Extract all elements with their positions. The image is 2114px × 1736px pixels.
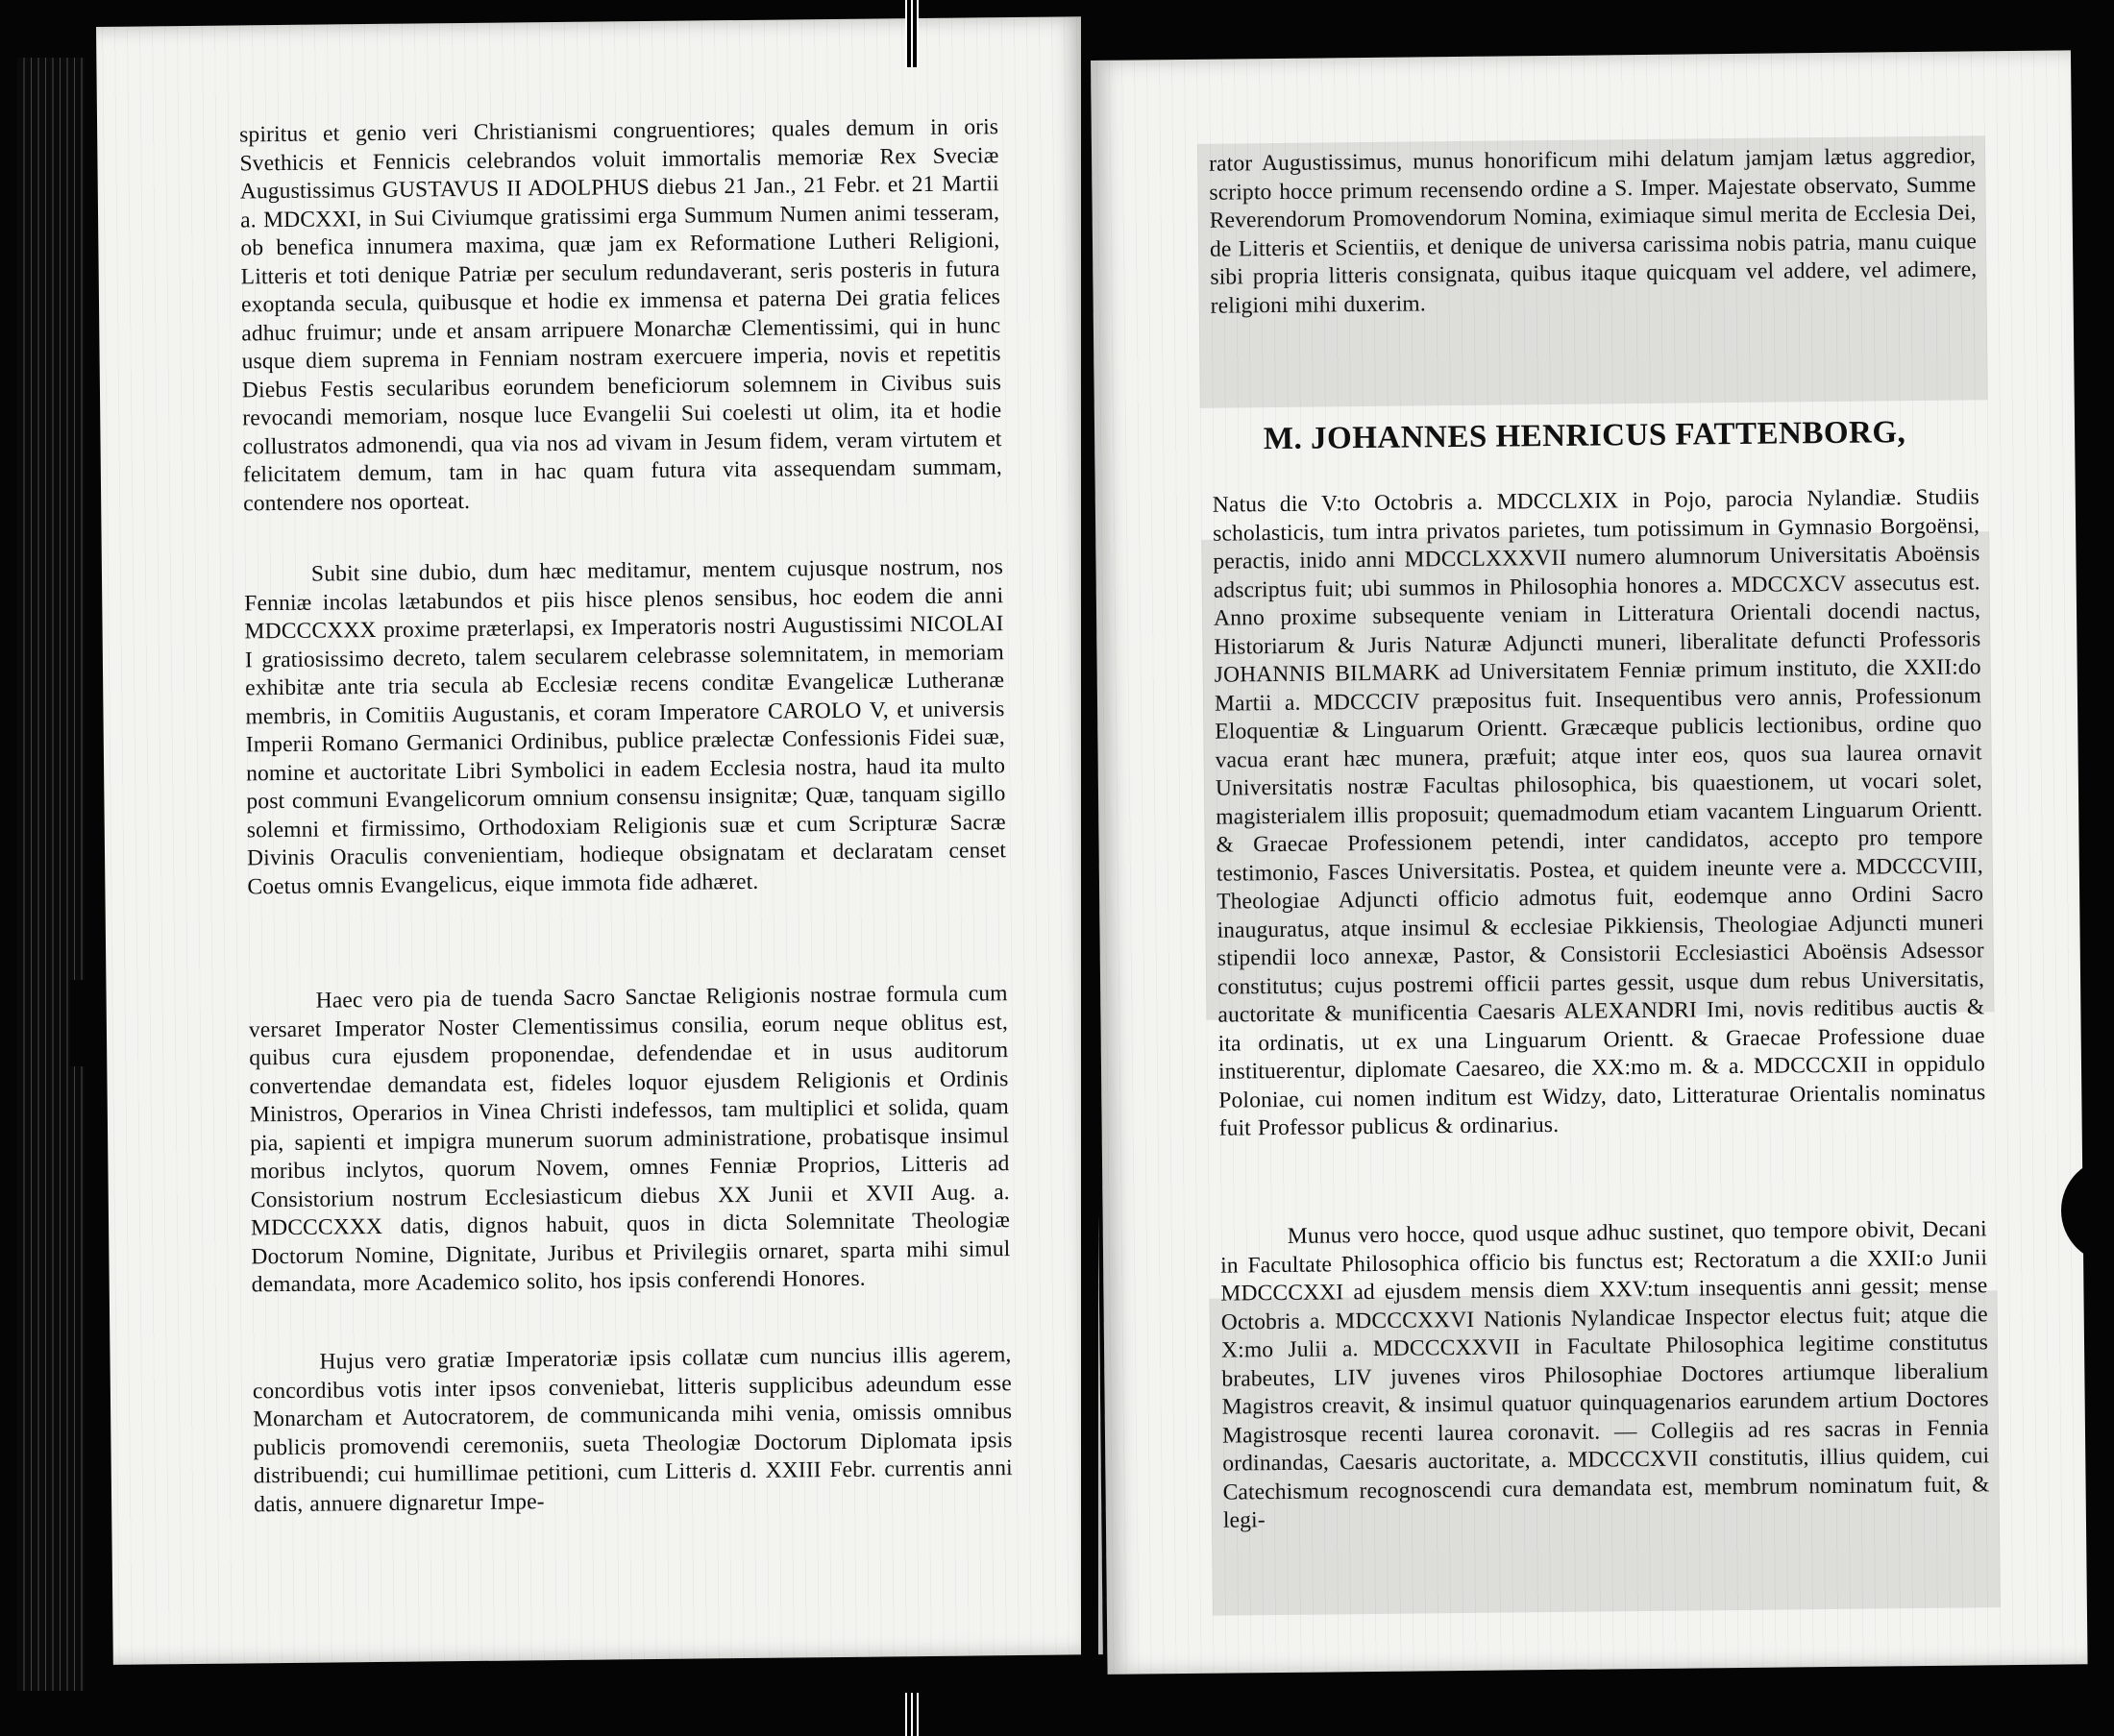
right-paragraph-career-text: Munus vero hocce, quod usque adhuc sustinet, quo tempore obivit, Decani in Facultate Philosophica officio bis functus est; Rectoratum a die XXII:o Junii MDCCCXXI ad ejusdem mensis diem XXV:tum insequentis anni gessit; mense Octobris a. MDCCCXXVI Nationis Nylandicae Inspector electus fuit; atque die X:mo Julii a. MDCCCXXVII in Facultate Philosophica legitime constitutus brabeutes, LIV juvenes viros Philosophiae Doctores artiumque liberalium Magistros creavit, & insimul quatuor quinquagenarios earundem artium Doctores Magistrosque recenti laurea coronavit. — Collegiis ad res sacras in Fennia ordinandas, Caesaris auctoritate, a. MDCCCXVII constitutis, illius quidem, cui Catechismum recognoscendi cura demandata est, membrum nominatum fuit, & legi- (1220, 1216, 1990, 1533)
right-paragraph-intro-text: rator Augustissimus, munus honorificum mihi delatum jamjam lætus aggredior, scripto hocce primum recensendo ordine a S. Imper. Majestate observato, Summe Reverendorum Promovendorum Nomina, eximiaque simul merita de Ecclesia Dei, de Litteris et Scientiis, et denique de universa carissima nobis patria, manu cuique sibi propria litteris consignata, quibus itaque quicquam vel addere, vel adimere, religioni mihi duxerim. (1208, 143, 1978, 319)
right-paragraph-biography (1213, 483, 1986, 1143)
book-binding-edge (17, 58, 85, 1691)
right-paragraph-career (1220, 1215, 1990, 1535)
gutter-marks-top (905, 0, 919, 67)
left-paragraph-1 (239, 113, 1002, 518)
person-heading: M. JOHANNES HENRICUS FATTENBORG, (1263, 415, 1906, 457)
left-paragraph-2-text: Subit sine dubio, dum hæc meditamur, mentem cujusque nostrum, nos Fenniæ incolas lætabundos et piis hisce plenos sensibus, hoc eodem die anni MDCCCXXX proxime præterlapsi, ex Imperatoris nostri Augustissimi NICOLAI I gratiosissimo decreto, talem secularem celebrasse solemnitatem, in memoriam exhibitæ ante tria secula ab Ecclesiæ recens conditæ Evangelicæ Lutheranæ membris, in Comitiis Augustanis, et coram Imperatore CAROLO V, et universis Imperii Romano Germanici Ordinibus, publice prælectæ Confessionis Fidei suæ, nomine et auctoritate Libri Symbolici in eadem Ecclesia nostra, haud ita multo post communi Evangelicorum omnium consensu insignitæ; Quæ, tanquam sigillo solemni et firmissimo, Orthodoxiam Religionis suæ et cum Scripturæ Sacræ Divinis Oraculis convenientiam, hodieque obsignatam et declaratam censet Coetus omnis Evangelicus, eique immota fide adhæret. (244, 554, 1007, 899)
right-paragraph-biography-text: Natus die V:to Octobris a. MDCCLXIX in Pojo, parocia Nylandiæ. Studiis scholasticis, tum intra privatos parietes, tum potissimum in Gymnasio Borgoënsi, peractis, inido anni MDCCLXXXVII numero alumnorum Universitatis Aboënsis adscriptus fuit; ubi summos in Philosophia honores a. MDCCXCV assecutus est. Anno proxime subsequente veniam in Litteratura Orientali docendi nactus, Historiarum & Juris Naturæ Adjuncti muneri, liberalitate defuncti Professoris JOHANNIS BILMARK ad Universitatem Fenniæ primum instituto, die XXII:do Martii a. MDCCCIV præpositus fuit. Insequentibus vero annis, Professionum Eloquentiæ & Linguarum Orientt. Græcæque publicis lectionibus, ordine quo vacua erant hæc munera, præfuit; atque inter eos, quos sua laurea ornavit Universitatis nostræ Facultas philosophica, bis quaestionem, ut vocari solet, magisterialem illis proposuit; quemadmodum etiam vacantem Linguarum Orientt. & Graecae Professionem petendi, inter candidatos, accepto pro tempore testimonio, Fasces Universitatis. Postea, et quidem ineunte vere a. MDCCCVIII, Theologiae Adjuncti officio admotus fuit, eodemque anno Ordini Sacro inauguratus, atque insimul & ecclesiae Pikkiensis, Theologiae Adjuncti muneri stipendii loco annexæ, Pastor, & Consistorii Ecclesiastici Aboënsis Adsessor constitutus; cujus postremi officii partes gessit, usque dum rebus Universitatis, auctoritate & munificentia Caesaris ALEXANDRI Imi, novis reditibus auctis & ita ordinatis, ut ex una Linguarum Orientt. & Graecae Professione duae instituerentur, diplomate Caesareo, die XX:mo m. & a. MDCCCXII in oppidulo Poloniae, cui nomen inditum est Widzy, dato, Litteraturae Orientalis nominatus fuit Professor publicus & ordinarius. (1212, 484, 1986, 1141)
right-paragraph-intro (1209, 142, 1978, 320)
left-paragraph-3-text: Haec vero pia de tuenda Sacro Sanctae Religionis nostrae formula cum versaret Imperator Noster Clementissimus consilia, eorum neque oblitus est, quibus cura ejusdem proponendae, defendendae et in usus auditorum convertendae demandata est, fideles loquor ejusdem Religionis et Ordinis Ministros, Operarios in Vinea Christi indefessos, tam multiplici et solida, quam pia, sapienti et impigra munerum suorum administratione, probatisque insimul moribus inclytos, quorum Novem, omnes Fenniæ Proprios, Litteris ad Consistorium nostrum Ecclesiasticum diebus XX Junii et XVII Aug. a. MDCCCXXX datis, dignos habuit, quos in dicta Solemnitate Theologiæ Doctorum Nomine, Dignitate, Juribus et Privilegiis ornaret, sparta mihi simul demandata, more Academico solito, hos ipsis conferendi Honores. (248, 981, 1011, 1298)
left-page (96, 16, 1103, 1665)
left-paragraph-3 (248, 980, 1010, 1300)
gutter-marks-bottom (905, 1693, 919, 1736)
left-paragraph-1-text: spiritus et genio veri Christianismi congruentiores; quales demum in oris Svethicis et Fennicis celebrandos voluit immortalis memoriæ Rex Sveciæ Augustissimus GUSTAVUS II ADOLPHUS diebus 21 Jan., 21 Febr. et 21 Martii a. MDCXXI, in Sui Civiumque gratissimi erga Summum Numen animi tesseram, ob benefica innumera maxima, quæ jam ex Reformatione Lutheri Religioni, Litteris et toti denique Patriæ per seculum redundaverant, seris posteris in futura exoptanda secula, quibusque et hodie ex immensa et paterna Dei gratia felices adhuc fruimur; unde et ansam arripuere Monarchæ Clementissimi, qui in hunc usque diem suprema in Fenniam nostram exercuere imperia, novis et repetitis Diebus Festis secularibus eorundem beneficiorum solemnem in Civibus suis revocandi memoriam, nosque luce Evangelii Sui coelesti ut olim, ita et hodie collustratos admonendi, qua via nos ad vivam in Jesum fidem, veram virtutem et felicitatem demum, tam in hac quam futura vita assequendam summam, contendere nos oporteat. (239, 114, 1002, 516)
left-paragraph-4 (252, 1341, 1013, 1519)
left-paragraph-4-text: Hujus vero gratiæ Imperatoriæ ipsis collatæ cum nuncius illis agerem, concordibus votis inter ipsos conveniebat, litteris supplicibus adeundum esse Monarcham et Autocratorem, de communicanda mihi venia, omissis omnibus publicis promovendi ceremoniis, sueta Theologiæ Doctorum Diplomata ipsis distribuendi; cui humillimae petitioni, cum Litteris d. XXIII Febr. currentis anni datis, annuere dignaretur Impe- (252, 1342, 1013, 1517)
left-paragraph-2 (244, 553, 1007, 901)
right-page (1091, 50, 2088, 1675)
